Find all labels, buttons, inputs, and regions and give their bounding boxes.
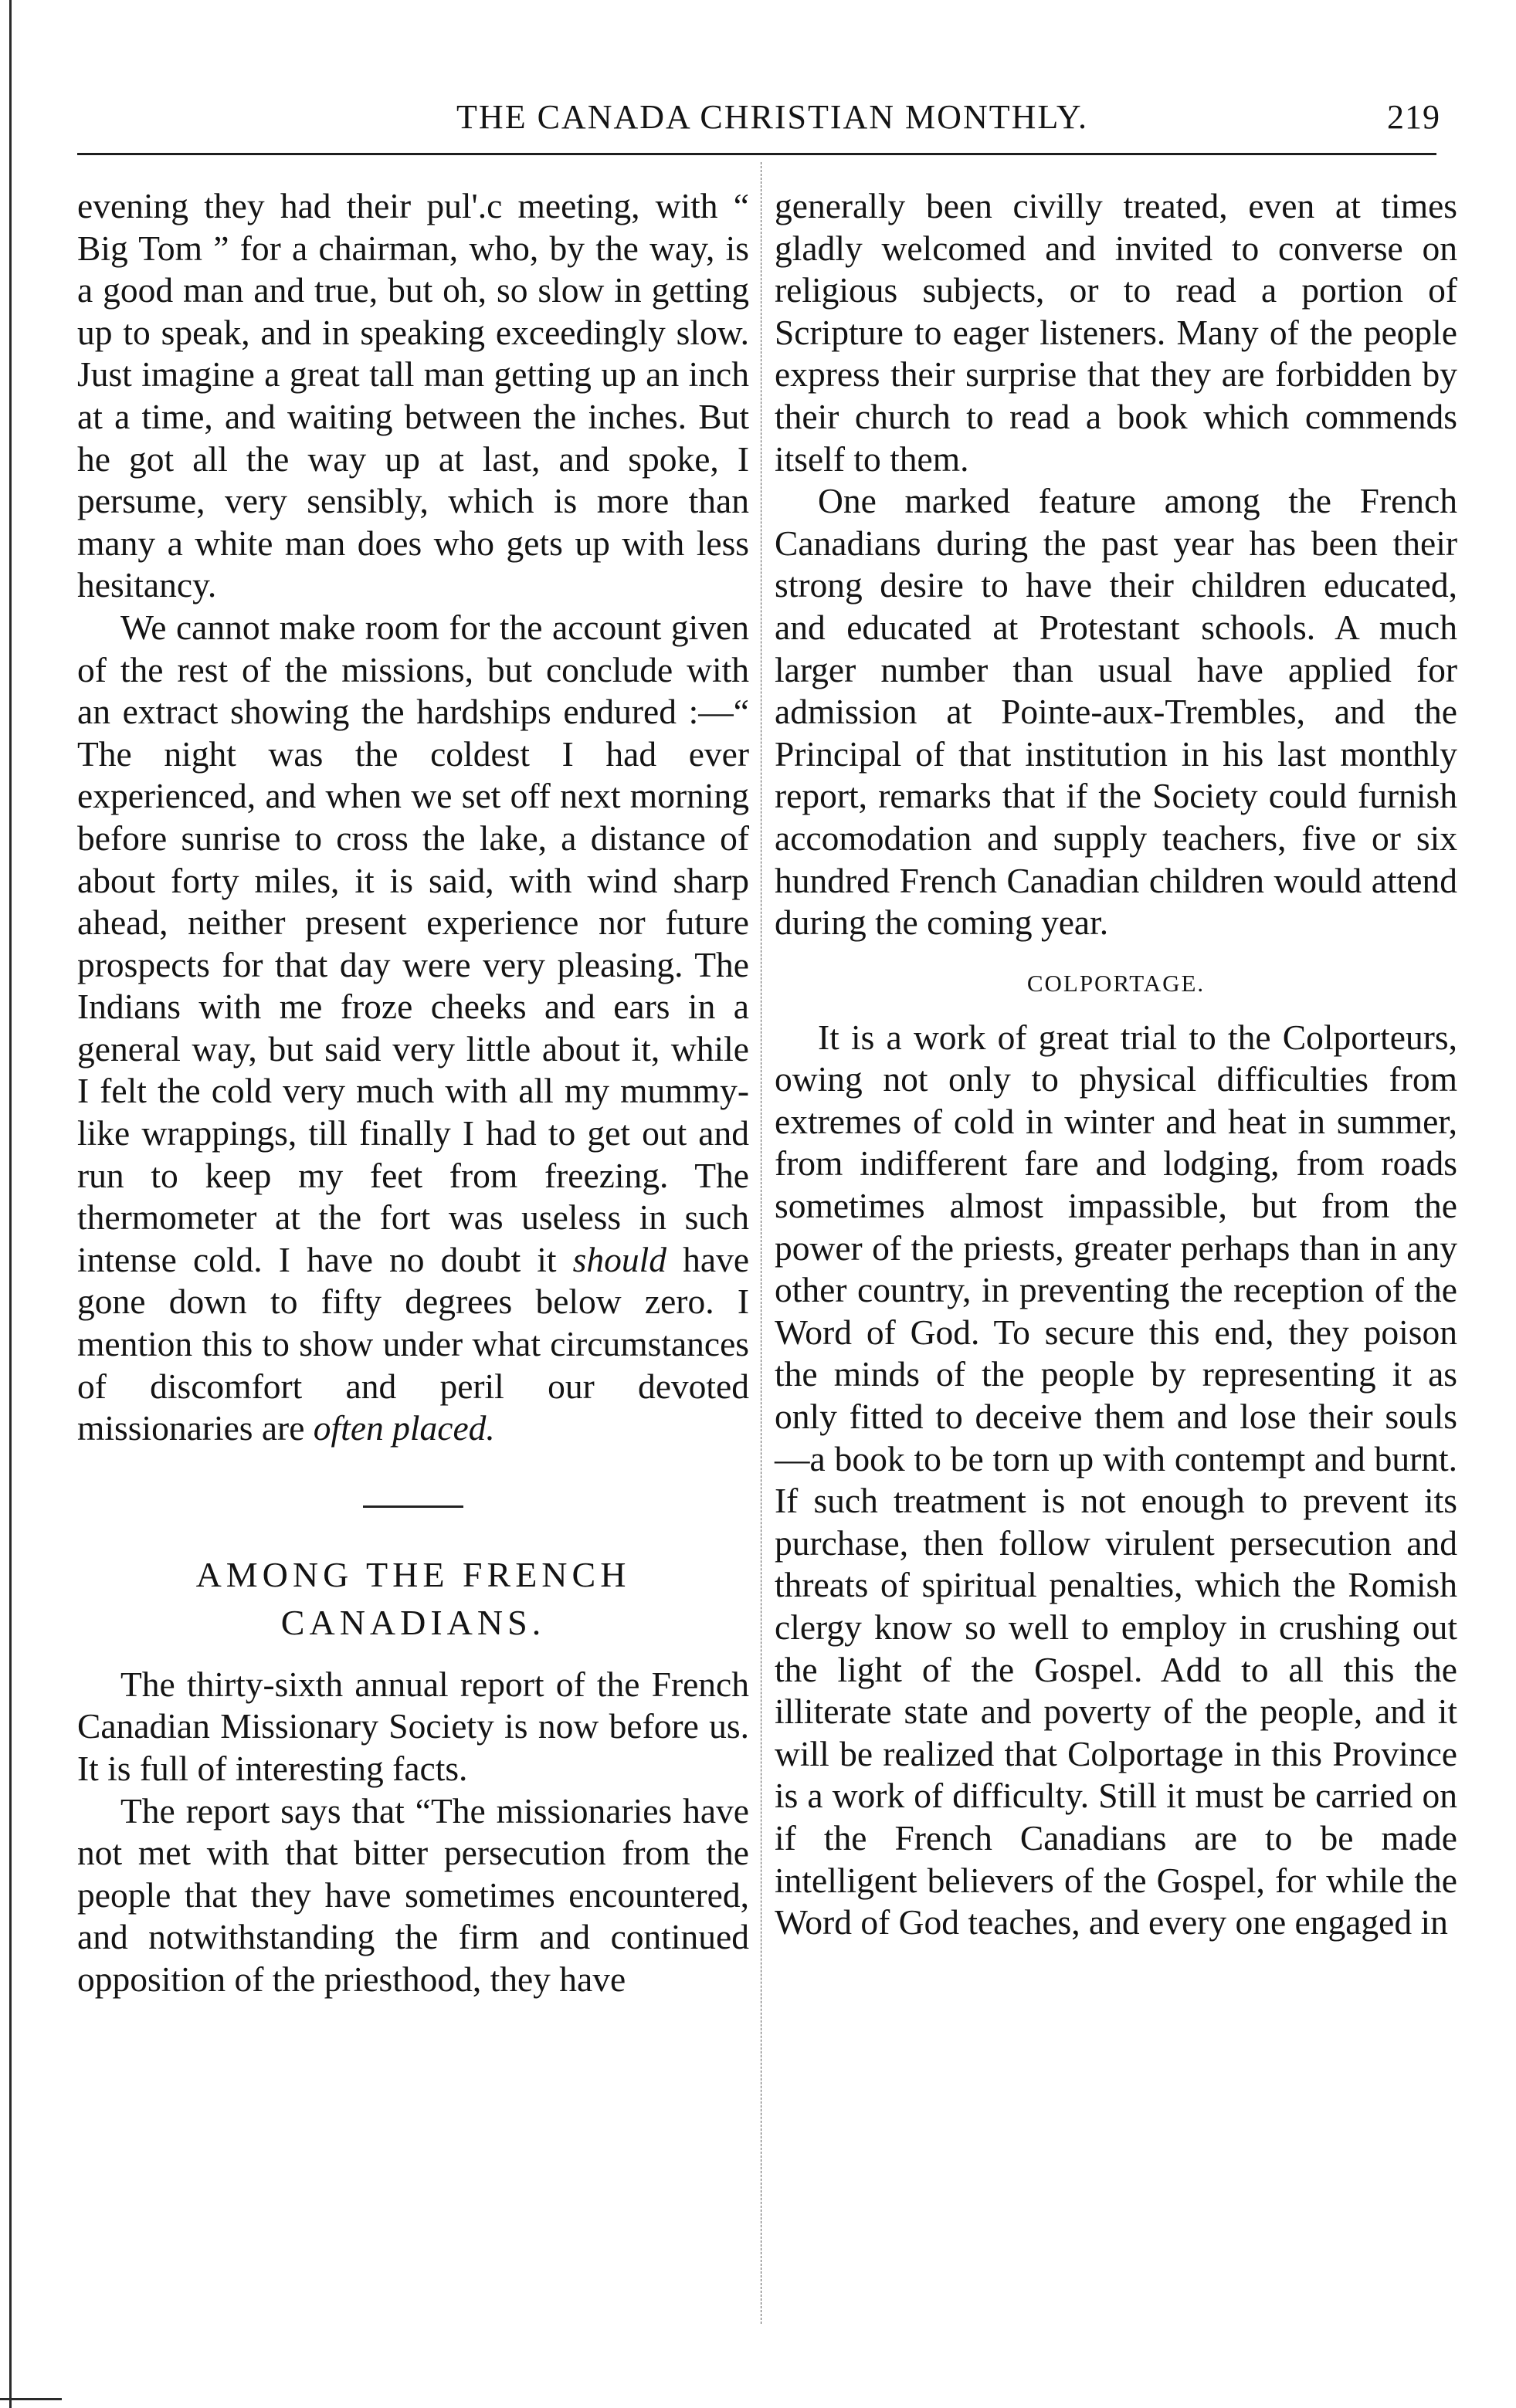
subheading: COLPORTAGE. bbox=[1026, 969, 1206, 997]
right-paragraph-1: generally been civilly treated, even at times gladly welcomed and invited to converse on religious subjects, or to read a portion of Scripture to eager listeners. Many of the people express their surprise that they are forbidden by their church to read a book which commends itself to them. bbox=[775, 186, 1457, 479]
right-paragraph-3: It is a work of great trial to the Colporteurs, owing not only to physical difficulties from extremes of cold in winter and heat in summer, from indifferent fare and lodging, from roads sometimes almost impassible, but from the power of the priests, greater perhaps than in any other country, in preventing the reception of the Word of God. To secure this end, they poison the minds of the people by representing it as only fitted to deceive them and lose their souls—a book to be torn up with contempt and burnt. If such treatment is not enough to prevent its purchase, then follow virulent persecution and threats of spiritual penalties, which the Romish clergy know so well to employ in crushing out the light of the Gospel. Add to all this the illiterate state and poverty of the people, and it will be realized that Colportage in this Province is a work of difficulty. Still it must be carried on if the French Canadians are to be made intelligent believers of the Gospel, for while the Word of God teaches, and every one engaged in bbox=[775, 1017, 1457, 1942]
italic-phrase: often placed. bbox=[313, 1408, 495, 1448]
italic-word: should bbox=[572, 1239, 667, 1279]
page-number: 219 bbox=[1387, 98, 1440, 136]
left-paragraph-4: The report says that “The missionaries have not met with that bitter persecution from the people that they have sometimes encountered, and notwithstanding the firm and continued opposition of the priesthood, they have bbox=[77, 1790, 749, 1999]
section-divider bbox=[363, 1505, 463, 1508]
left-paragraph-3: The thirty-sixth annual report of the French Canadian Missionary Society is now before us. It is full of interesting facts. bbox=[77, 1664, 749, 1788]
right-paragraph-2: One marked feature among the French Canadians during the past year has been their strong desire to have their children educated, and educated at Protestant schools. A much larger number than usual have applied for admission at Pointe-aux-Trembles, and the Principal of that institution in his last monthly report, remarks that if the Society could furnish accomodation and supply teachers, five or six hundred French Canadian children would attend during the coming year. bbox=[775, 481, 1457, 943]
right-column bbox=[775, 185, 1457, 1944]
paragraph-text: We cannot make room for the account given of the rest of the missions, but conclude with an extract showing the hardships endured :—“ The night was the coldest I had ever experienced, and when we set off next morning before sunrise to cross the lake, a distance of about forty miles, it is said, with wind sharp ahead, neither present experience nor future prospects for that day were very pleasing. The Indians with me froze cheeks and ears in a general way, but said very little about it, while I felt the cold very much with all my mummy-like wrappings, till finally I had to get out and run to keep my feet from freezing. The thermometer at the fort was useless in such intense cold. I have no doubt it bbox=[77, 607, 749, 1279]
section-title-line-2: CANADIANS. bbox=[280, 1602, 546, 1642]
left-column bbox=[77, 185, 749, 2001]
left-paragraph-2 bbox=[77, 607, 749, 1450]
left-paragraph-1: evening they had their pul'.c meeting, with “ Big Tom ” for a chairman, who, by the way, is a good man and true, but oh, so slow in getting up to speak, and in speaking exceedingly slow. Just imagine a great tall man getting up an inch at a time, and waiting between the inches. But he got all the way up at last, and spoke, I persume, very sensibly, which is more than many a white man does who gets up with less hesitancy. bbox=[77, 186, 749, 605]
page-edge-line bbox=[9, 0, 12, 2408]
running-head: THE CANADA CHRISTIAN MONTHLY. bbox=[456, 98, 1088, 136]
section-title-line-1: AMONG THE FRENCH bbox=[195, 1554, 631, 1594]
header-rule bbox=[77, 153, 1436, 155]
page-corner-mark bbox=[0, 2398, 62, 2400]
section-title bbox=[77, 1551, 749, 1647]
paragraph-text: have gone down to fifty degrees below zero. I mention this to show under what circumstances of discomfort and peril our devoted missionaries are bbox=[77, 1239, 750, 1448]
